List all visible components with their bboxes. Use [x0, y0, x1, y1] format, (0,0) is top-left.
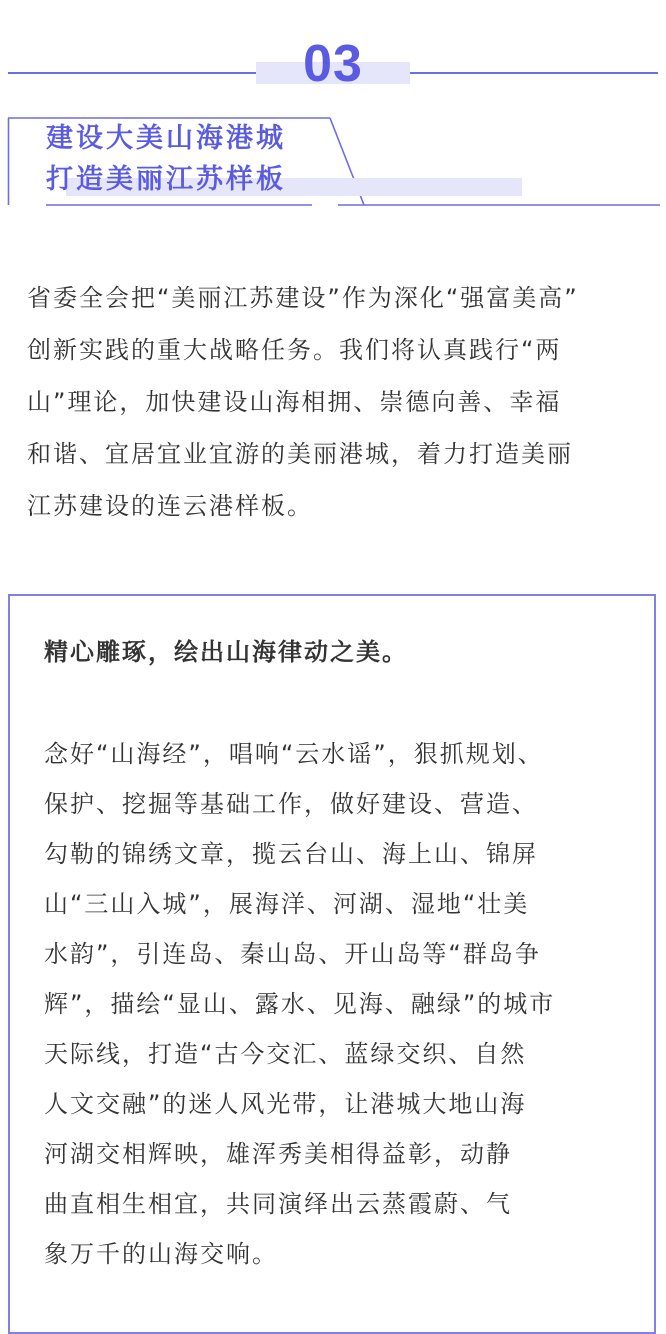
section-title-line-2: 打造美丽江苏样板 [46, 164, 286, 195]
box-line: 保护、挖掘等基础工作，做好建设、营造、 [44, 790, 538, 818]
box-line: 曲直相生相宜，共同演绎出云蒸霞蔚、气 [44, 1190, 512, 1218]
box-paragraph [44, 729, 634, 1279]
intro-paragraph [27, 272, 647, 532]
intro-line: 和谐、宜居宜业宜游的美丽港城，着力打造美丽 [27, 440, 573, 468]
box-line: 天际线，打造“古今交汇、蓝绿交织、自然 [44, 1040, 527, 1068]
box-line: 勾勒的锦绣文章，揽云台山、海上山、锦屏 [44, 840, 538, 868]
box-line: 辉”，描绘“显山、露水、见海、融绿”的城市 [44, 990, 556, 1018]
box-line: 人文交融”的迷人风光带，让港城大地山海 [44, 1090, 527, 1118]
section-title-line-1: 建设大美山海港城 [46, 123, 286, 154]
section-number: 03 [303, 35, 363, 93]
box-line: 河湖交相辉映，雄浑秀美相得益彰，动静 [44, 1140, 512, 1168]
intro-line: 创新实践的重大战略任务。我们将认真践行“两 [27, 336, 562, 364]
intro-line: 山”理论，加快建设山海相拥、崇德向善、幸福 [27, 388, 562, 416]
intro-line: 江苏建设的连云港样板。 [27, 492, 313, 520]
box-heading: 精心雕琢，绘出山海律动之美。 [44, 638, 408, 666]
box-line: 水韵”，引连岛、秦山岛、开山岛等“群岛争 [44, 940, 541, 968]
box-line: 象万千的山海交响。 [44, 1240, 278, 1268]
box-line: 念好“山海经”，唱响“云水谣”，狠抓规划、 [44, 740, 544, 768]
intro-line: 省委全会把“美丽江苏建设”作为深化“强富美高” [27, 284, 579, 312]
box-line: 山“三山入城”，展海洋、河湖、湿地“壮美 [44, 890, 530, 918]
